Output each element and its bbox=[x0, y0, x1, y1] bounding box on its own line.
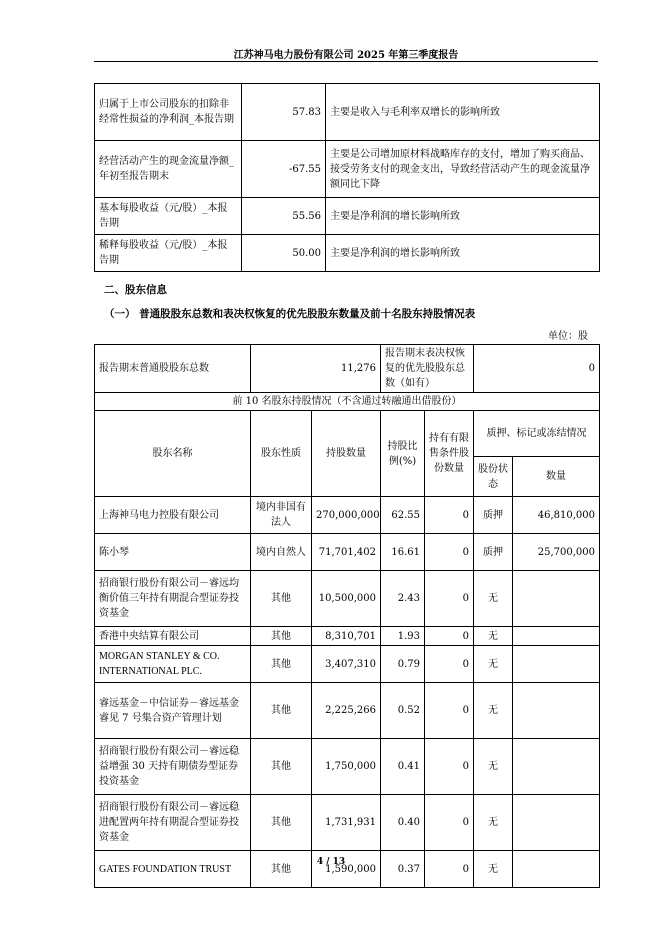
total-shareholders-label: 报告期末普通股股东总数 bbox=[95, 345, 251, 393]
pref-shareholders-label: 报告期末表决权恢复的优先股股东总数（如有） bbox=[381, 345, 474, 393]
holder-nature: 其他 bbox=[251, 571, 312, 627]
holder-nature: 其他 bbox=[251, 739, 312, 795]
holder-status: 无 bbox=[474, 627, 513, 646]
holder-status: 无 bbox=[474, 739, 513, 795]
col-header-shares: 持股数量 bbox=[312, 411, 381, 497]
holder-ratio: 0.37 bbox=[381, 851, 425, 888]
holder-shares: 10,500,000 bbox=[312, 571, 381, 627]
holder-ratio: 0.40 bbox=[381, 795, 425, 851]
table-row bbox=[95, 235, 600, 272]
table-row bbox=[95, 571, 600, 627]
holder-qty bbox=[513, 683, 600, 739]
holder-restricted: 0 bbox=[425, 851, 474, 888]
holder-shares: 71,701,402 bbox=[312, 534, 381, 571]
holder-restricted: 0 bbox=[425, 795, 474, 851]
holder-nature: 境内非国有法人 bbox=[251, 497, 312, 534]
col-header-restricted: 持有有限售条件股份数量 bbox=[425, 411, 474, 497]
page-number: 4 / 13 bbox=[316, 857, 346, 867]
table-row bbox=[95, 683, 600, 739]
table-row bbox=[95, 497, 600, 534]
col-header-qty: 数量 bbox=[513, 457, 600, 497]
value-cell: 55.56 bbox=[242, 198, 326, 235]
holder-ratio: 2.43 bbox=[381, 571, 425, 627]
col-header-nature: 股东性质 bbox=[251, 411, 312, 497]
holder-restricted: 0 bbox=[425, 497, 474, 534]
col-header-name: 股东名称 bbox=[95, 411, 251, 497]
holder-ratio: 62.55 bbox=[381, 497, 425, 534]
holder-ratio: 16.61 bbox=[381, 534, 425, 571]
holder-qty bbox=[513, 795, 600, 851]
change-reasons-table bbox=[94, 83, 600, 272]
col-header-pledge: 质押、标记或冻结情况 bbox=[474, 411, 600, 457]
page-header-title: 江苏神马电力股份有限公司 2025 年第三季度报告 bbox=[233, 50, 459, 61]
holder-nature: 其他 bbox=[251, 683, 312, 739]
table-row bbox=[95, 84, 600, 141]
holder-nature: 境内自然人 bbox=[251, 534, 312, 571]
table-row bbox=[95, 198, 600, 235]
holder-qty bbox=[513, 627, 600, 646]
reason-cell: 主要是净利润的增长影响所致 bbox=[326, 198, 600, 235]
item-cell: 稀释每股收益（元/股）_本报告期 bbox=[95, 235, 242, 272]
holder-nature: 其他 bbox=[251, 851, 312, 888]
table-row bbox=[95, 627, 600, 646]
holder-shares: 3,407,310 bbox=[312, 646, 381, 683]
item-cell: 经营活动产生的现金流量净额_年初至报告期末 bbox=[95, 141, 242, 198]
section-title: 二、股东信息 bbox=[104, 284, 167, 296]
table-row bbox=[95, 795, 600, 851]
holder-status: 无 bbox=[474, 683, 513, 739]
holder-restricted: 0 bbox=[425, 646, 474, 683]
holder-shares: 1,731,931 bbox=[312, 795, 381, 851]
holder-name: 陈小琴 bbox=[95, 534, 251, 571]
holder-shares: 2,225,266 bbox=[312, 683, 381, 739]
holder-qty bbox=[513, 739, 600, 795]
pref-shareholders-value: 0 bbox=[474, 345, 600, 393]
subsection-title: （一） 普通股股东总数和表决权恢复的优先股股东数量及前十名股东持股情况表 bbox=[104, 308, 476, 320]
holder-shares: 1,590,000 bbox=[312, 851, 381, 888]
holder-name: 招商银行股份有限公司－睿远均衡价值三年持有期混合型证券投资基金 bbox=[95, 571, 251, 627]
holder-name: 上海神马电力控股有限公司 bbox=[95, 497, 251, 534]
table-row bbox=[95, 345, 600, 393]
table-row bbox=[95, 646, 600, 683]
table-row bbox=[95, 141, 600, 198]
holder-status: 无 bbox=[474, 646, 513, 683]
item-cell: 基本每股收益（元/股）_本报告期 bbox=[95, 198, 242, 235]
holder-name: 招商银行股份有限公司－睿远稳益增强 30 天持有期债券型证券投资基金 bbox=[95, 739, 251, 795]
col-header-status: 股份状态 bbox=[474, 457, 513, 497]
holder-status: 质押 bbox=[474, 497, 513, 534]
top10-caption: 前 10 名股东持股情况（不含通过转融通出借股份） bbox=[95, 393, 600, 411]
header-row bbox=[95, 411, 600, 457]
table-row bbox=[95, 739, 600, 795]
holder-name: 香港中央结算有限公司 bbox=[95, 627, 251, 646]
table-row bbox=[95, 393, 600, 411]
holder-qty bbox=[513, 571, 600, 627]
holder-restricted: 0 bbox=[425, 534, 474, 571]
reason-cell: 主要是收入与毛利率双增长的影响所致 bbox=[326, 84, 600, 141]
holder-status: 无 bbox=[474, 851, 513, 888]
value-cell: 50.00 bbox=[242, 235, 326, 272]
holder-shares: 270,000,000 bbox=[312, 497, 381, 534]
shareholders-table bbox=[94, 344, 600, 888]
holder-nature: 其他 bbox=[251, 627, 312, 646]
reason-cell: 主要是公司增加原材料战略库存的支付，增加了购买商品、接受劳务支付的现金支出，导致经营活动产生的现金流量净额同比下降 bbox=[326, 141, 600, 198]
holder-status: 无 bbox=[474, 795, 513, 851]
holder-restricted: 0 bbox=[425, 739, 474, 795]
holder-name: GATES FOUNDATION TRUST bbox=[95, 851, 251, 888]
holder-nature: 其他 bbox=[251, 646, 312, 683]
unit-label: 单位：股 bbox=[548, 331, 588, 342]
total-shareholders-value: 11,276 bbox=[251, 345, 381, 393]
table-row bbox=[95, 534, 600, 571]
holder-status: 质押 bbox=[474, 534, 513, 571]
holder-ratio: 0.41 bbox=[381, 739, 425, 795]
holder-qty bbox=[513, 646, 600, 683]
header-divider bbox=[94, 61, 598, 62]
holder-name: 招商银行股份有限公司－睿远稳进配置两年持有期混合型证券投资基金 bbox=[95, 795, 251, 851]
value-cell: 57.83 bbox=[242, 84, 326, 141]
holder-nature: 其他 bbox=[251, 795, 312, 851]
holder-qty: 25,700,000 bbox=[513, 534, 600, 571]
holder-name: 睿远基金－中信证券－睿远基金睿见 7 号集合资产管理计划 bbox=[95, 683, 251, 739]
holder-restricted: 0 bbox=[425, 683, 474, 739]
holder-restricted: 0 bbox=[425, 627, 474, 646]
holder-name: MORGAN STANLEY & CO. INTERNATIONAL PLC. bbox=[95, 646, 251, 683]
holder-status: 无 bbox=[474, 571, 513, 627]
value-cell: -67.55 bbox=[242, 141, 326, 198]
holder-shares: 8,310,701 bbox=[312, 627, 381, 646]
holder-shares: 1,750,000 bbox=[312, 739, 381, 795]
holder-qty: 46,810,000 bbox=[513, 497, 600, 534]
holder-ratio: 0.79 bbox=[381, 646, 425, 683]
holder-ratio: 0.52 bbox=[381, 683, 425, 739]
reason-cell: 主要是净利润的增长影响所致 bbox=[326, 235, 600, 272]
holder-restricted: 0 bbox=[425, 571, 474, 627]
holder-ratio: 1.93 bbox=[381, 627, 425, 646]
col-header-ratio: 持股比例(%) bbox=[381, 411, 425, 497]
item-cell: 归属于上市公司股东的扣除非经常性损益的净利润_本报告期 bbox=[95, 84, 242, 141]
